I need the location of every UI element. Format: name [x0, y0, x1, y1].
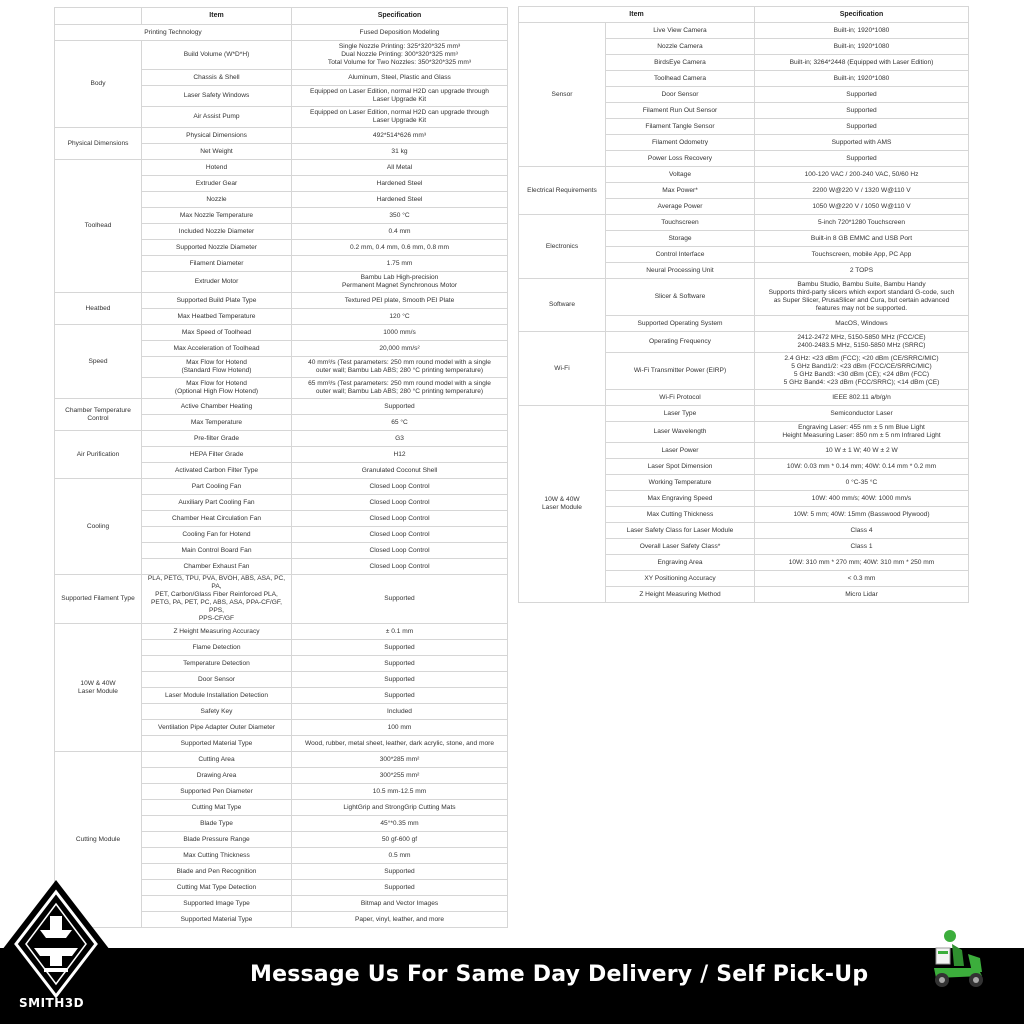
spec-cell: 5-inch 720*1280 Touchscreen	[755, 215, 969, 231]
category-cell: Heatbed	[55, 293, 142, 325]
category-cell: Air Purification	[55, 431, 142, 479]
spec-cell: Closed Loop Control	[292, 511, 508, 527]
spec-cell: 100-120 VAC / 200-240 VAC, 50/60 Hz	[755, 167, 969, 183]
item-cell: Auxiliary Part Cooling Fan	[142, 495, 292, 511]
spec-cell: Class 1	[755, 539, 969, 555]
item-cell: Laser Spot Dimension	[606, 459, 755, 475]
item-cell: Blade and Pen Recognition	[142, 864, 292, 880]
item-cell: Printing Technology	[55, 25, 292, 41]
item-cell: Air Assist Pump	[142, 107, 292, 128]
spec-cell: Hardened Steel	[292, 176, 508, 192]
item-cell: HEPA Filter Grade	[142, 447, 292, 463]
item-cell: Safety Key	[142, 704, 292, 720]
spec-cell: Bambu Studio, Bambu Suite, Bambu Handy Supports third-party slicers which export standard G-code, such as Super Slicer, PrusaSlicer and Cura, but certain advanced features may not be supported.	[755, 279, 969, 316]
header-item: Item	[142, 8, 292, 25]
table-row	[55, 128, 508, 144]
category-cell: Electrical Requirements	[519, 167, 606, 215]
spec-cell: Class 4	[755, 523, 969, 539]
left-spec-table	[54, 7, 508, 928]
spec-cell: 1050 W@220 V / 1050 W@110 V	[755, 199, 969, 215]
spec-cell: Built-in; 1920*1080	[755, 39, 969, 55]
item-cell: Supported Nozzle Diameter	[142, 240, 292, 256]
category-cell: Electronics	[519, 215, 606, 279]
item-cell: Max Flow for Hotend (Optional High Flow Hotend)	[142, 378, 292, 399]
right-spec-table	[518, 6, 969, 603]
item-cell: Laser Safety Windows	[142, 86, 292, 107]
item-cell: Extruder Gear	[142, 176, 292, 192]
item-cell: Laser Safety Class for Laser Module	[606, 523, 755, 539]
spec-cell: 2 TOPS	[755, 263, 969, 279]
spec-cell: 120 °C	[292, 309, 508, 325]
item-cell: Laser Wavelength	[606, 422, 755, 443]
item-cell: Power Loss Recovery	[606, 151, 755, 167]
spec-cell: Engraving Laser: 455 nm ± 5 nm Blue Light Height Measuring Laser: 850 nm ± 5 nm Infrared Light	[755, 422, 969, 443]
table-row	[519, 332, 969, 353]
spec-cell: Supported with AMS	[755, 135, 969, 151]
spec-cell: G3	[292, 431, 508, 447]
category-cell: 10W & 40W Laser Module	[55, 624, 142, 752]
table-row	[519, 215, 969, 231]
spec-cell: Supported	[755, 87, 969, 103]
item-cell: Storage	[606, 231, 755, 247]
header-item: Item	[519, 7, 755, 23]
item-cell: Blade Pressure Range	[142, 832, 292, 848]
category-cell: Supported Filament Type	[55, 575, 142, 624]
item-cell: Supported Build Plate Type	[142, 293, 292, 309]
spec-cell: Aluminum, Steel, Plastic and Glass	[292, 70, 508, 86]
spec-cell: 100 mm	[292, 720, 508, 736]
item-cell: Physical Dimensions	[142, 128, 292, 144]
item-cell: Supported Operating System	[606, 316, 755, 332]
spec-cell: Supported	[755, 151, 969, 167]
spec-cell: Built-in; 1920*1080	[755, 23, 969, 39]
item-cell: Cooling Fan for Hotend	[142, 527, 292, 543]
table-row	[55, 160, 508, 176]
spec-cell: Built-in; 3264*2448 (Equipped with Laser Edition)	[755, 55, 969, 71]
spec-cell: 65 mm³/s (Test parameters: 250 mm round model with a single outer wall; Bambu Lab ABS; 280 °C printing temperature)	[292, 378, 508, 399]
item-cell: Ventilation Pipe Adapter Outer Diameter	[142, 720, 292, 736]
category-cell: Cooling	[55, 479, 142, 575]
item-cell: Activated Carbon Filter Type	[142, 463, 292, 479]
spec-cell: 300*255 mm²	[292, 768, 508, 784]
table-row	[55, 325, 508, 341]
item-cell: BirdsEye Camera	[606, 55, 755, 71]
spec-cell: Closed Loop Control	[292, 495, 508, 511]
spec-cell: Supported	[292, 640, 508, 656]
spec-cell: < 0.3 mm	[755, 571, 969, 587]
spec-cell: Equipped on Laser Edition, normal H2D can upgrade through Laser Upgrade Kit	[292, 107, 508, 128]
spec-cell: 0.4 mm	[292, 224, 508, 240]
spec-cell: Bambu Lab High-precision Permanent Magnet Synchronous Motor	[292, 272, 508, 293]
category-cell: Cutting Module	[55, 752, 142, 928]
spec-cell: Bitmap and Vector Images	[292, 896, 508, 912]
table-row	[55, 41, 508, 70]
item-cell: Z Height Measuring Method	[606, 587, 755, 603]
item-cell: Max Temperature	[142, 415, 292, 431]
spec-cell: 10W: 400 mm/s; 40W: 1000 mm/s	[755, 491, 969, 507]
table-row	[55, 399, 508, 415]
item-cell: Nozzle	[142, 192, 292, 208]
item-cell: Operating Frequency	[606, 332, 755, 353]
spec-cell: Closed Loop Control	[292, 559, 508, 575]
item-cell: Max Flow for Hotend (Standard Flow Hotend)	[142, 357, 292, 378]
table-row	[55, 575, 508, 624]
spec-cell: ± 0.1 mm	[292, 624, 508, 640]
item-cell: Build Volume (W*D*H)	[142, 41, 292, 70]
item-cell: Drawing Area	[142, 768, 292, 784]
item-cell: Laser Module Installation Detection	[142, 688, 292, 704]
item-cell: Chamber Heat Circulation Fan	[142, 511, 292, 527]
category-cell: 10W & 40W Laser Module	[519, 406, 606, 603]
spec-cell: Supported	[755, 103, 969, 119]
item-cell: Filament Tangle Sensor	[606, 119, 755, 135]
item-cell: Max Power*	[606, 183, 755, 199]
item-cell: Slicer & Software	[606, 279, 755, 316]
spec-cell: 0.5 mm	[292, 848, 508, 864]
spec-cell: 1000 mm/s	[292, 325, 508, 341]
item-cell: Max Cutting Thickness	[142, 848, 292, 864]
item-cell: Blade Type	[142, 816, 292, 832]
spec-cell: 492*514*626 mm³	[292, 128, 508, 144]
delivery-scooter-icon	[928, 928, 988, 992]
category-cell: Software	[519, 279, 606, 332]
item-cell: Part Cooling Fan	[142, 479, 292, 495]
spec-cell: All Metal	[292, 160, 508, 176]
item-cell: Filament Diameter	[142, 256, 292, 272]
item-cell: Supported Image Type	[142, 896, 292, 912]
spec-cell: 20,000 mm/s²	[292, 341, 508, 357]
table-row	[519, 279, 969, 316]
table-row	[55, 25, 508, 41]
item-cell: Max Cutting Thickness	[606, 507, 755, 523]
category-cell: Wi-Fi	[519, 332, 606, 406]
spec-cell: 10W: 5 mm; 40W: 15mm (Basswood Plywood)	[755, 507, 969, 523]
item-cell: Extruder Motor	[142, 272, 292, 293]
spec-cell: Semiconductor Laser	[755, 406, 969, 422]
spec-cell: 2200 W@220 V / 1320 W@110 V	[755, 183, 969, 199]
item-cell: Max Nozzle Temperature	[142, 208, 292, 224]
item-cell: Filament Odometry	[606, 135, 755, 151]
spec-cell: Equipped on Laser Edition, normal H2D can upgrade through Laser Upgrade Kit	[292, 86, 508, 107]
item-cell: Chassis & Shell	[142, 70, 292, 86]
category-cell: Body	[55, 41, 142, 128]
spec-cell: 0.2 mm, 0.4 mm, 0.6 mm, 0.8 mm	[292, 240, 508, 256]
item-cell: Max Heatbed Temperature	[142, 309, 292, 325]
item-cell: Voltage	[606, 167, 755, 183]
spec-cell: LightGrip and StrongGrip Cutting Mats	[292, 800, 508, 816]
table-row	[55, 479, 508, 495]
item-cell: Average Power	[606, 199, 755, 215]
item-cell: Max Acceleration of Toolhead	[142, 341, 292, 357]
item-cell: Live View Camera	[606, 23, 755, 39]
item-cell: Max Speed of Toolhead	[142, 325, 292, 341]
item-cell: Supported Material Type	[142, 736, 292, 752]
table-row	[55, 624, 508, 640]
spec-cell: 45°*0.35 mm	[292, 816, 508, 832]
spec-cell: Supported	[292, 864, 508, 880]
spec-cell: 50 gf-600 gf	[292, 832, 508, 848]
spec-cell: IEEE 802.11 a/b/g/n	[755, 390, 969, 406]
category-cell: Speed	[55, 325, 142, 399]
spec-cell: MacOS, Windows	[755, 316, 969, 332]
spec-cell: Touchscreen, mobile App, PC App	[755, 247, 969, 263]
spec-cell: 10W: 310 mm * 270 mm; 40W: 310 mm * 250 mm	[755, 555, 969, 571]
item-cell: Z Height Measuring Accuracy	[142, 624, 292, 640]
spec-cell: Closed Loop Control	[292, 479, 508, 495]
item-cell: Cutting Mat Type	[142, 800, 292, 816]
item-cell: Active Chamber Heating	[142, 399, 292, 415]
category-cell: Physical Dimensions	[55, 128, 142, 160]
header-spec: Specification	[755, 7, 969, 23]
table-row	[55, 752, 508, 768]
item-cell: Flame Detection	[142, 640, 292, 656]
spec-cell: Closed Loop Control	[292, 527, 508, 543]
spec-cell: 350 °C	[292, 208, 508, 224]
item-cell: Supported Material Type	[142, 912, 292, 928]
header-spec: Specification	[292, 8, 508, 25]
spec-cell: Micro Lidar	[755, 587, 969, 603]
spec-cell: Supported	[292, 399, 508, 415]
spec-cell: Supported	[755, 119, 969, 135]
table-row	[519, 167, 969, 183]
item-cell: Toolhead Camera	[606, 71, 755, 87]
item-cell: Cutting Mat Type Detection	[142, 880, 292, 896]
table-row	[519, 406, 969, 422]
table-row	[55, 431, 508, 447]
item-cell: Control Interface	[606, 247, 755, 263]
spec-cell: Hardened Steel	[292, 192, 508, 208]
spec-cell: 10 W ± 1 W; 40 W ± 2 W	[755, 443, 969, 459]
item-cell: Working Temperature	[606, 475, 755, 491]
spec-cell: Included	[292, 704, 508, 720]
item-cell: Door Sensor	[142, 672, 292, 688]
item-cell: Door Sensor	[606, 87, 755, 103]
spec-cell: 10W: 0.03 mm * 0.14 mm; 40W: 0.14 mm * 0.2 mm	[755, 459, 969, 475]
spec-cell: Supported	[292, 672, 508, 688]
spec-cell: 300*285 mm²	[292, 752, 508, 768]
spec-cell: Supported	[292, 880, 508, 896]
item-cell: Net Weight	[142, 144, 292, 160]
spec-cell: 40 mm³/s (Test parameters: 250 mm round model with a single outer wall; Bambu Lab ABS; 280 °C printing temperature)	[292, 357, 508, 378]
item-cell: Filament Run Out Sensor	[606, 103, 755, 119]
item-cell: PLA, PETG, TPU, PVA, BVOH, ABS, ASA, PC, PA, PET, Carbon/Glass Fiber Reinforced PLA, PETG, PA, PET, PC, ABS, ASA, PPA-CF/GF, PPS, PPS-CF/GF	[142, 575, 292, 624]
item-cell: Hotend	[142, 160, 292, 176]
item-cell: Included Nozzle Diameter	[142, 224, 292, 240]
spec-cell: Supported	[292, 575, 508, 624]
category-cell: Toolhead	[55, 160, 142, 293]
spec-cell: Closed Loop Control	[292, 543, 508, 559]
spec-cell: Fused Deposition Modeling	[292, 25, 508, 41]
spec-cell: Granulated Coconut Shell	[292, 463, 508, 479]
spec-cell: Built-in 8 GB EMMC and USB Port	[755, 231, 969, 247]
item-cell: Laser Power	[606, 443, 755, 459]
category-cell: Sensor	[519, 23, 606, 167]
brand-name: SMITH3D	[19, 996, 85, 1010]
item-cell: Main Control Board Fan	[142, 543, 292, 559]
item-cell: XY Positioning Accuracy	[606, 571, 755, 587]
spec-cell: 2412-2472 MHz, 5150-5850 MHz (FCC/CE) 2400-2483.5 MHz, 5150-5850 MHz (SRRC)	[755, 332, 969, 353]
item-cell: Supported Pen Diameter	[142, 784, 292, 800]
item-cell: Cutting Area	[142, 752, 292, 768]
spec-cell: Textured PEI plate, Smooth PEI Plate	[292, 293, 508, 309]
item-cell: Max Engraving Speed	[606, 491, 755, 507]
footer-message: Message Us For Same Day Delivery / Self Pick-Up	[250, 962, 869, 987]
header-blank	[55, 8, 142, 25]
spec-cell: 0 °C-35 °C	[755, 475, 969, 491]
spec-cell: Paper, vinyl, leather, and more	[292, 912, 508, 928]
spec-cell: 1.75 mm	[292, 256, 508, 272]
item-cell: Nozzle Camera	[606, 39, 755, 55]
spec-cell: Built-in; 1920*1080	[755, 71, 969, 87]
item-cell: Wi-Fi Transmitter Power (EIRP)	[606, 353, 755, 390]
item-cell: Pre-filter Grade	[142, 431, 292, 447]
table-row	[55, 293, 508, 309]
table-row	[519, 23, 969, 39]
item-cell: Wi-Fi Protocol	[606, 390, 755, 406]
item-cell: Laser Type	[606, 406, 755, 422]
item-cell: Chamber Exhaust Fan	[142, 559, 292, 575]
spec-cell: H12	[292, 447, 508, 463]
spec-cell: Wood, rubber, metal sheet, leather, dark acrylic, stone, and more	[292, 736, 508, 752]
spec-cell: 31 kg	[292, 144, 508, 160]
item-cell: Neural Processing Unit	[606, 263, 755, 279]
spec-cell: 10.5 mm-12.5 mm	[292, 784, 508, 800]
item-cell: Engraving Area	[606, 555, 755, 571]
item-cell: Overall Laser Safety Class*	[606, 539, 755, 555]
spec-cell: 2.4 GHz: <23 dBm (FCC); <20 dBm (CE/SRRC/MIC) 5 GHz Band1/2: <23 dBm (FCC/CE/SRRC/MIC) 5 GHz Band3: <30 dBm (CE); <24 dBm (FCC) 5 GHz Band4: <23 dBm (FCC/SRRC); <14 dBm (CE)	[755, 353, 969, 390]
item-cell: Touchscreen	[606, 215, 755, 231]
category-cell: Chamber Temperature Control	[55, 399, 142, 431]
item-cell: Temperature Detection	[142, 656, 292, 672]
spec-cell: Supported	[292, 656, 508, 672]
spec-cell: Supported	[292, 688, 508, 704]
spec-cell: Single Nozzle Printing: 325*320*325 mm³ Dual Nozzle Printing: 300*320*325 mm³ Total Volume for Two Nozzles: 350*320*325 mm³	[292, 41, 508, 70]
spec-cell: 65 °C	[292, 415, 508, 431]
